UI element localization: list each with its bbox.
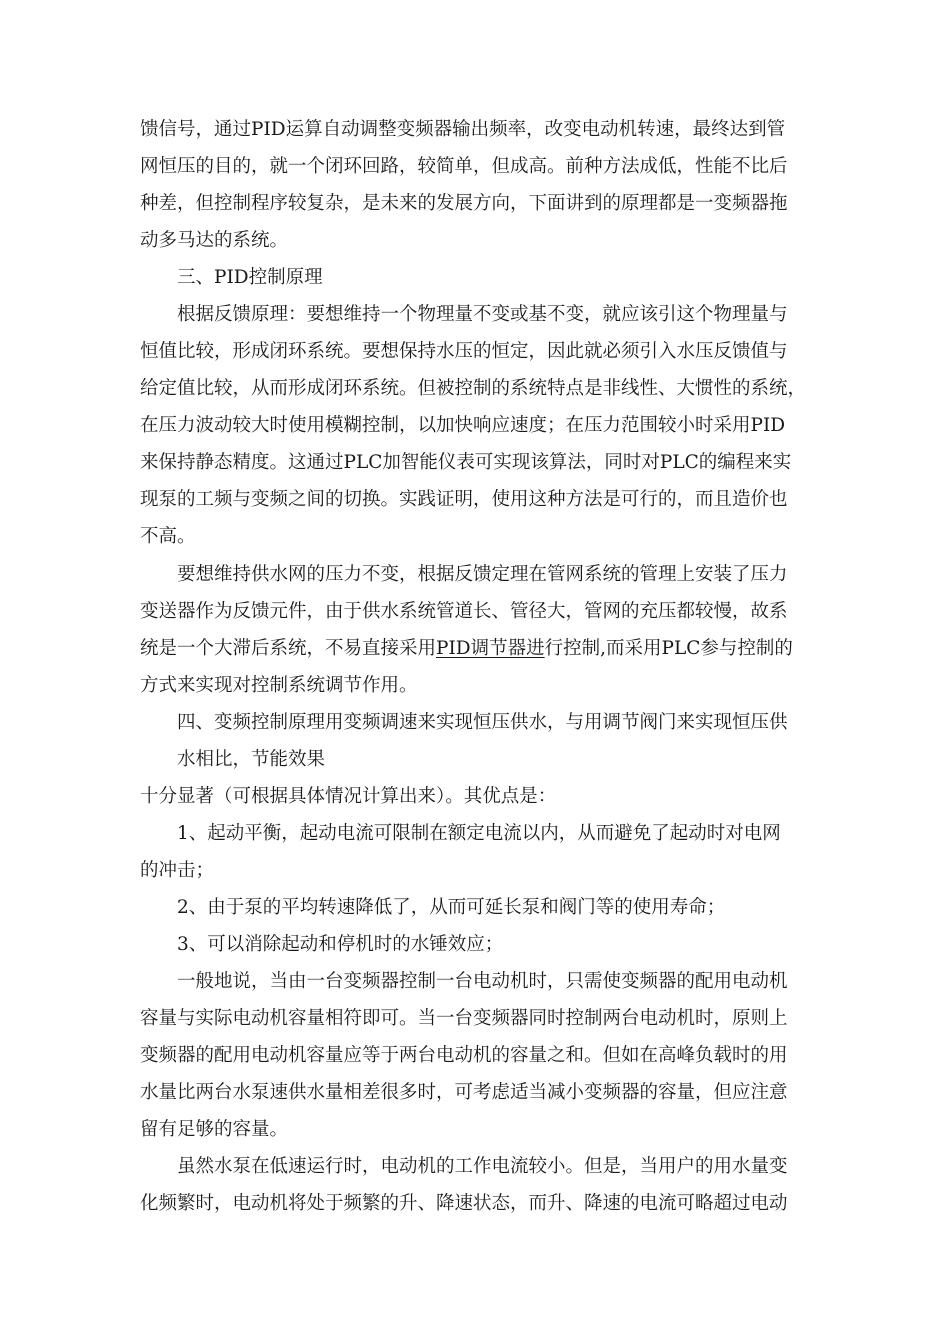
paragraph-line: 十分显著（可根据具体情况计算出来）。其优点是：	[140, 786, 557, 807]
paragraph-line: 给定值比较，从而形成闭环系统。但被控制的系统特点是非线性、大惯性的系统，	[140, 378, 807, 399]
paragraph-line: 变频器的配用电动机容量应等于两台电动机的容量之和。但如在高峰负载时的用	[140, 1045, 788, 1066]
paragraph-line: 容量与实际电动机容量相符即可。当一台变频器同时控制两台电动机时，原则上	[140, 1008, 788, 1029]
section-heading-4: 四、变频控制原理用变频调速来实现恒压供水，与用调节阀门来实现恒压供	[177, 712, 788, 733]
paragraph-line: 种差，但控制程序较复杂，是未来的发展方向，下面讲到的原理都是一变频器拖	[140, 193, 788, 214]
paragraph-line: 方式来实现对控制系统调节作用。	[140, 675, 418, 696]
paragraph-line	[140, 640, 793, 659]
section-heading-4-cont: 水相比，节能效果	[177, 749, 326, 770]
paragraph-line: 现泵的工频与变频之间的切换。实践证明，使用这种方法是可行的，而且造价也	[140, 489, 788, 510]
paragraph-line: 不高。	[140, 526, 196, 547]
paragraph-line: 要想维持供水网的压力不变，根据反馈定理在管网系统的管理上安装了压力	[177, 564, 788, 585]
paragraph-line: 网恒压的目的，就一个闭环回路，较简单，但成高。前种方法成低，性能不比后	[140, 156, 788, 177]
text-segment: 统是一个大滞后系统，不易直接采用	[140, 638, 437, 659]
paragraph-line: 化频繁时，电动机将处于频繁的升、降速状态，而升、降速的电流可略超过电动	[140, 1193, 788, 1214]
section-heading-3: 三、PID控制原理	[177, 267, 323, 288]
paragraph-line: 根据反馈原理：要想维持一个物理量不变或基不变，就应该引这个物理量与	[177, 304, 788, 325]
pid-regulator-link[interactable]: PID调节器进	[436, 638, 545, 659]
paragraph-line: 恒值比较，形成闭环系统。要想保持水压的恒定，因此就必须引入水压反馈值与	[140, 341, 788, 362]
list-item-cont: 的冲击；	[140, 860, 215, 881]
list-item: 1、起动平衡，起动电流可限制在额定电流以内，从而避免了起动时对电网	[177, 823, 781, 844]
text-segment: 行控制,而采用PLC参与控制的	[544, 638, 793, 659]
paragraph-line: 虽然水泵在低速运行时，电动机的工作电流较小。但是，当用户的用水量变	[177, 1156, 788, 1177]
paragraph-line: 一般地说，当由一台变频器控制一台电动机时，只需使变频器的配用电动机	[177, 971, 788, 992]
paragraph-line: 水量比两台水泵速供水量相差很多时，可考虑适当减小变频器的容量，但应注意	[140, 1082, 788, 1103]
paragraph-line: 在压力波动较大时使用模糊控制，以加快响应速度；在压力范围较小时采用PID	[140, 415, 786, 436]
paragraph-line: 变送器作为反馈元件，由于供水系统管道长、管径大，管网的充压都较慢，故系	[140, 601, 788, 622]
paragraph-line: 动多马达的系统。	[140, 230, 289, 251]
paragraph-line: 留有足够的容量。	[140, 1119, 289, 1140]
paragraph-line: 馈信号，通过PID运算自动调整变频器输出频率，改变电动机转速，最终达到管	[140, 119, 786, 140]
paragraph-line: 来保持静态精度。这通过PLC加智能仪表可实现该算法，同时对PLC的编程来实	[140, 452, 792, 473]
list-item: 2、由于泵的平均转速降低了，从而可延长泵和阀门等的使用寿命；	[177, 897, 726, 918]
list-item: 3、可以消除起动和停机时的水锤效应；	[177, 934, 504, 955]
